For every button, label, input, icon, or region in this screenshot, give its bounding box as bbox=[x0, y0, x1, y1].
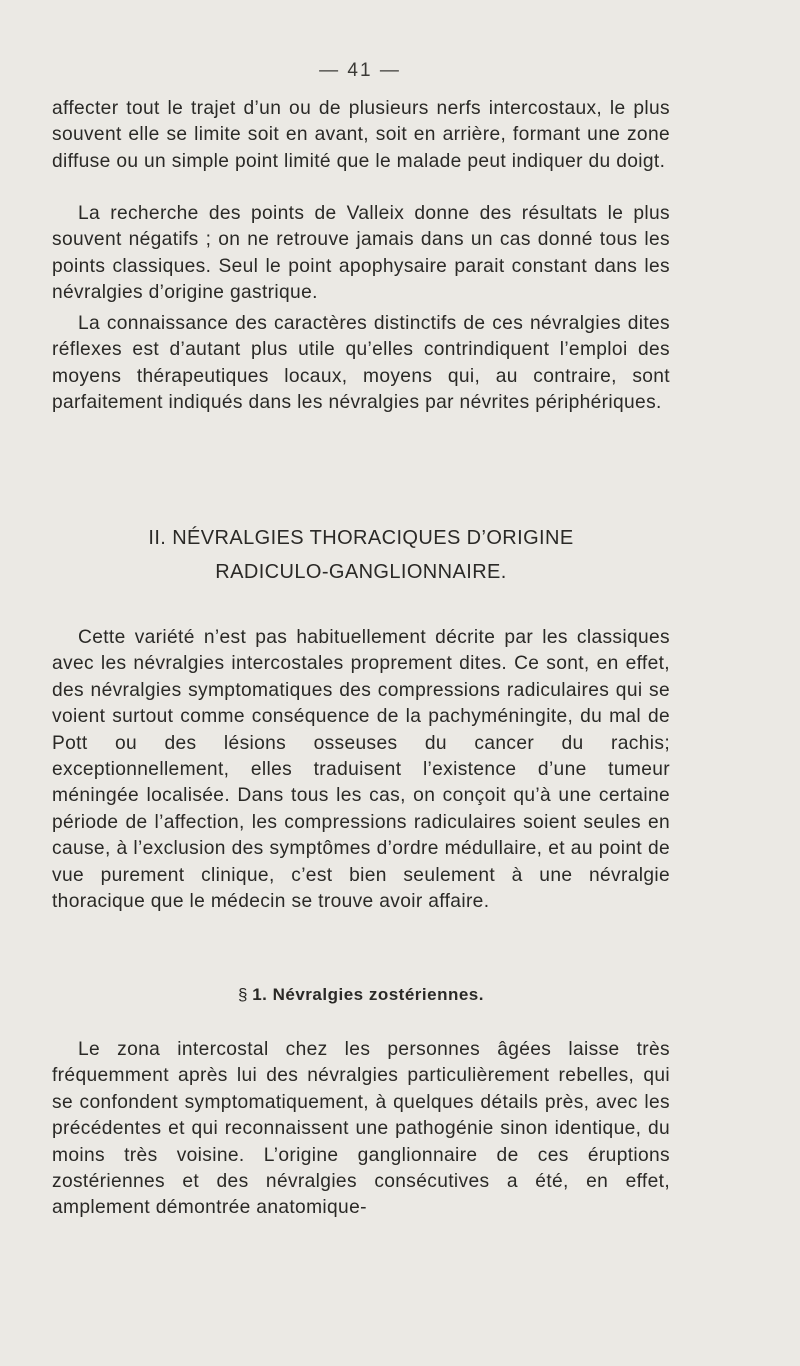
paragraph-zona: Le zona intercostal chez les personnes âgées laisse très fréquemment après lui des névralgies particulièrement rebelles, qui se confondent symptomatiquement, à quelques détails près, avec les précédentes et qui reconnaissent une pathogénie sinon identique, du moins très voisine. L’origine ganglionnaire de ces éruptions zostériennes et des névralgies consécutives a été, en effet, amplement démontrée anatomique- bbox=[52, 1039, 670, 1219]
paragraph-continuation: affecter tout le trajet d’un ou de plusieurs nerfs intercostaux, le plus souvent elle se limite soit en avant, soit en arrière, formant une zone diffuse ou un simple point limité que le malade peut indiquer du doigt. bbox=[52, 98, 670, 172]
paragraph-radicular-compression: Cette variété n’est pas habituellement décrite par les classiques avec les névralgies intercostales proprement dites. Ce sont, en effet, des névralgies symptomatiques des compressions radiculaires qui se voient surtout comme conséquence de la pachyméningite, du mal de Pott ou des lésions osseuses du cancer du rachis; exceptionnellement, elles traduisent l’existence d’une tumeur méningée localisée. Dans tous les cas, on conçoit qu’à une certaine période de l’affection, les compressions radiculaires soient seules en cause, à l’exclusion des symptômes d’ordre médullaire, et au point de vue purement clinique, c’est bien seulement à une névralgie thoracique que le médecin se trouve avoir affaire. bbox=[52, 627, 670, 913]
section-symbol: § bbox=[238, 985, 248, 1004]
paragraph-valleix-points: La recherche des points de Valleix donne des résultats le plus souvent négatifs ; on ne retrouve jamais dans un cas donné tous les points classiques. Seul le point apophysaire parait constant dans les névralgies d’origine gastrique. bbox=[52, 203, 670, 304]
subsection-title: 1. Névralgies zostériennes. bbox=[252, 985, 484, 1004]
section-heading-line2: RADICULO-GANGLIONNAIRE. bbox=[215, 561, 507, 583]
page-number: — 41 — bbox=[319, 60, 401, 81]
paragraph-reflex-neuralgias: La connaissance des caractères distinctifs de ces névralgies dites réflexes est d’autant plus utile qu’elles contrindiquent l’emploi des moyens thérapeutiques locaux, moyens qui, au contraire, sont parfaitement indiqués dans les névralgies par névrites périphériques. bbox=[52, 313, 670, 414]
section-heading bbox=[52, 521, 670, 589]
section-heading-line1: II. NÉVRALGIES THORACIQUES D’ORIGINE bbox=[148, 527, 574, 549]
subsection-heading bbox=[52, 982, 670, 1008]
